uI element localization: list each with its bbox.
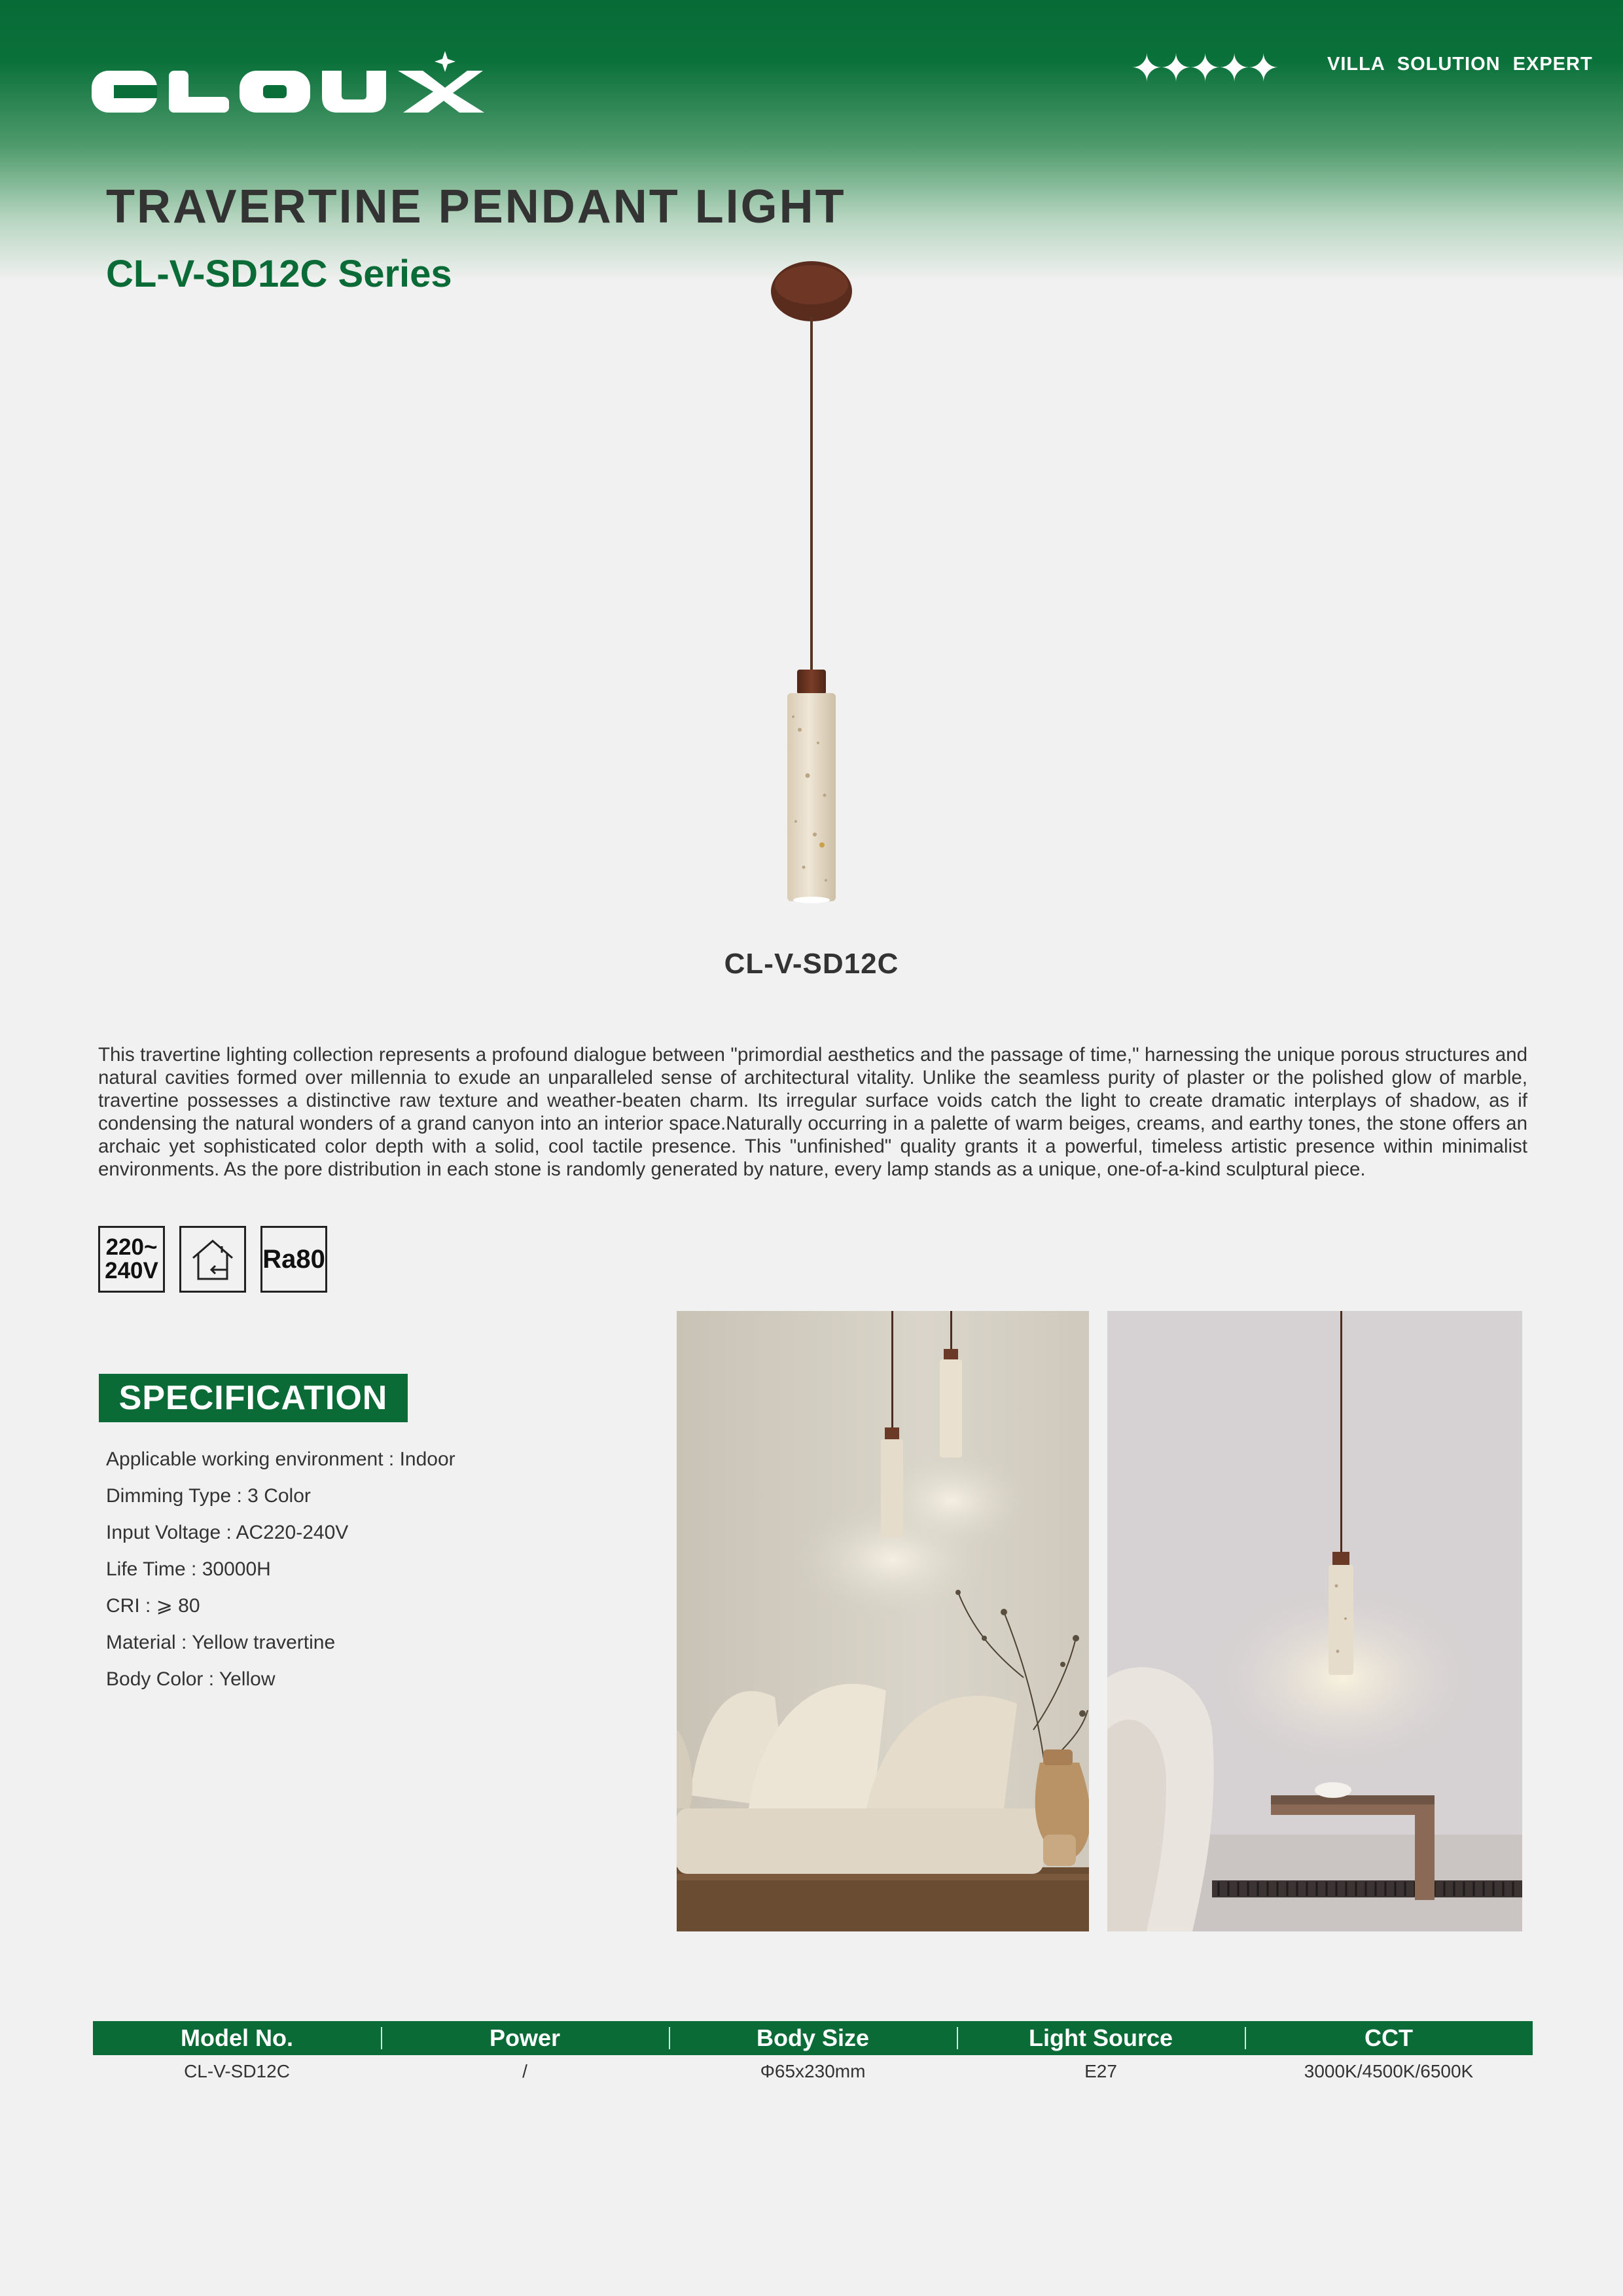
- column-header-cct: CCT: [1245, 2024, 1533, 2052]
- table-row: [93, 2055, 1533, 2088]
- spec-item-lifetime: Life Time : 30000H: [106, 1558, 271, 1580]
- table-header-row: [93, 2021, 1533, 2055]
- house-indoor-icon: [179, 1226, 246, 1293]
- column-header-body-size: Body Size: [669, 2024, 957, 2052]
- series-name: CL-V-SD12C Series: [106, 253, 452, 295]
- column-header-light-source: Light Source: [957, 2024, 1245, 2052]
- cri-badge: Ra80: [260, 1226, 327, 1293]
- living-room-scene-image: [677, 1311, 1089, 1931]
- cell-body-size: Φ65x230mm: [760, 2061, 866, 2081]
- rating-stars-icon: ✦✦✦✦✦: [1131, 46, 1277, 90]
- spec-item-cri: CRI : ⩾ 80: [106, 1595, 200, 1617]
- product-table: [93, 2021, 1533, 2088]
- voltage-line-2: 240V: [105, 1258, 158, 1283]
- cell-light-source: E27: [1084, 2061, 1117, 2081]
- spec-item-environment: Applicable working environment : Indoor: [106, 1448, 455, 1470]
- spec-item-dimming: Dimming Type : 3 Color: [106, 1485, 311, 1507]
- header-banner: [0, 0, 1623, 281]
- spec-item-body-color: Body Color : Yellow: [106, 1668, 276, 1690]
- brand-tagline: VILLA SOLUTION EXPERT: [1327, 54, 1593, 75]
- column-header-power: Power: [381, 2024, 669, 2052]
- brand-logo: [92, 46, 484, 118]
- cell-model: CL-V-SD12C: [184, 2061, 290, 2081]
- voltage-line-1: 220~: [105, 1234, 158, 1260]
- pendant-lamp-image: [753, 259, 870, 913]
- cell-cct: 3000K/4500K/6500K: [1304, 2061, 1474, 2081]
- cell-power: /: [522, 2061, 527, 2081]
- feature-badges: [98, 1226, 327, 1293]
- voltage-badge: [98, 1226, 165, 1293]
- specification-list: [106, 1446, 455, 1703]
- spec-item-voltage: Input Voltage : AC220-240V: [106, 1522, 349, 1543]
- specification-heading: SPECIFICATION: [99, 1374, 408, 1422]
- product-description: This travertine lighting collection represents a profound dialogue between "primordial aesthetics and the passage of time," harnessing the unique porous structures and natural cavities formed over millennia to exude an unparalleled sense of architectural vitality. Unlike the seamless purity of plaster or the polished glow of marble, travertine possesses a distinctive raw texture and weather-beaten charm. Its irregular surface voids catch the light to create dramatic interplays of shadow, as if condensing the natural wonders of a grand canyon into an interior space.Naturally occurring in a palette of warm beiges, creams, and earthy tones, the stone offers an archaic yet sophisticated color depth with a solid, cool tactile presence. This "unfinished" quality grants it a powerful, timeless artistic presence within minimalist environments. As the pore distribution in each stone is randomly generated by nature, every lamp stands as a unique, one-of-a-kind sculptural piece.: [98, 1044, 1527, 1180]
- column-header-model: Model No.: [181, 2024, 293, 2051]
- page-title: TRAVERTINE PENDANT LIGHT: [106, 181, 846, 233]
- bedroom-scene-image: [1107, 1311, 1522, 1931]
- spec-item-material: Material : Yellow travertine: [106, 1632, 336, 1653]
- model-caption: CL-V-SD12C: [724, 948, 899, 980]
